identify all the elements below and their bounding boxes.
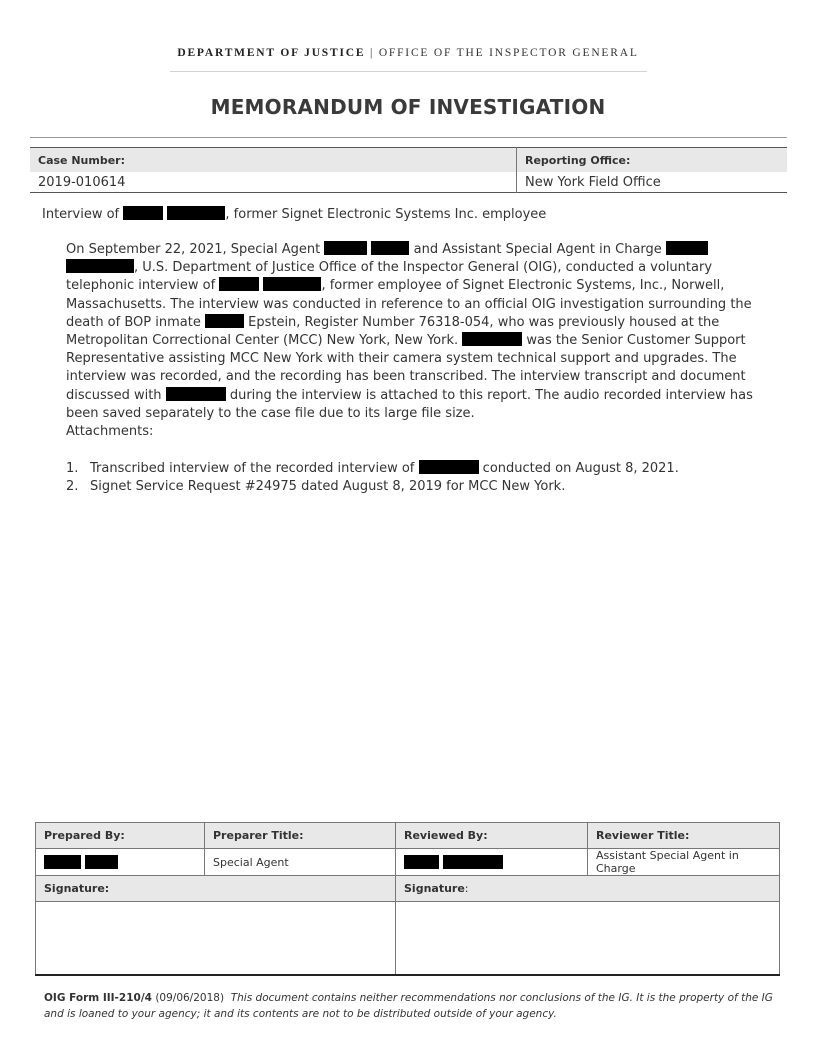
attachment-text: Signet Service Request #24975 dated August 8, 2019 for MCC New York. bbox=[90, 479, 566, 494]
attachments-label: Attachments: bbox=[66, 424, 154, 439]
preparer-signature-label: Signature: bbox=[36, 876, 396, 902]
prepared-by-label: Prepared By: bbox=[36, 823, 205, 849]
letterhead-office: OFFICE OF THE INSPECTOR GENERAL bbox=[378, 47, 639, 59]
redaction bbox=[166, 387, 226, 401]
reporting-office-value: New York Field Office bbox=[517, 172, 788, 193]
form-footer bbox=[44, 991, 779, 1022]
reviewer-name bbox=[396, 849, 588, 876]
reviewer-title: Assistant Special Agent in Charge bbox=[588, 849, 780, 876]
subject-prefix: Interview of bbox=[42, 207, 120, 222]
body-text: was the Senior Customer Support Representative assisting MCC New York with their camera system technical support and upgrades. The interview was recorded, and the recording has been transcribed. The interview transcript and document discussed with bbox=[66, 333, 746, 403]
body-paragraph bbox=[66, 241, 766, 423]
preparer-signature-box bbox=[36, 902, 396, 976]
attachment-number: 2. bbox=[66, 479, 79, 494]
body-text: , former employee of Signet Electronic Systems, Inc., Norwell, Massachusetts. The interview was conducted in reference to an official OIG investigation surrounding the death of BOP inmate bbox=[66, 278, 752, 330]
body-text: during the interview is attached to this report. The audio recorded interview has been saved separately to the case file due to its large file size. bbox=[66, 387, 753, 421]
attachment-item bbox=[66, 460, 679, 478]
redaction bbox=[462, 332, 522, 346]
attachment-item bbox=[66, 478, 679, 496]
reviewer-signature-label-text: Signature bbox=[404, 882, 465, 895]
signature-table bbox=[35, 822, 780, 976]
case-number-value: 2019-010614 bbox=[38, 174, 126, 190]
redaction bbox=[44, 855, 81, 869]
case-number-label: Case Number: bbox=[30, 148, 517, 173]
letterhead-department: DEPARTMENT OF JUSTICE bbox=[177, 47, 366, 59]
attachments-list bbox=[66, 460, 679, 496]
body-text: Epstein, Register Number 76318-054, who was previously housed at the Metropolitan Correctional Center (MCC) New York, New York. bbox=[66, 314, 720, 349]
redaction bbox=[404, 855, 439, 869]
reviewer-title-label: Reviewer Title: bbox=[588, 823, 780, 849]
reviewer-signature-label-colon: : bbox=[464, 882, 469, 895]
redaction bbox=[205, 314, 244, 328]
attachment-number: 1. bbox=[66, 461, 79, 476]
form-disclaimer: This document contains neither recommendations nor conclusions of the IG. It is the property of the IG and is loaned to your agency; it and its contents are not to be distributed outside of your agency. bbox=[44, 992, 773, 1020]
body-text: On September 22, 2021, Special Agent bbox=[66, 242, 321, 257]
subject-suffix: , former Signet Electronic Systems Inc. employee bbox=[225, 207, 547, 222]
subject-line bbox=[42, 206, 546, 222]
redaction bbox=[123, 206, 163, 220]
attachment-text: conducted on August 8, 2021. bbox=[482, 461, 679, 476]
reviewer-signature-label bbox=[396, 876, 780, 902]
redaction bbox=[263, 277, 321, 291]
form-id: OIG Form III-210/4 bbox=[44, 992, 152, 1004]
redaction bbox=[167, 206, 225, 220]
preparer-name bbox=[36, 849, 205, 876]
body-text: and Assistant Special Agent in Charge bbox=[413, 242, 662, 257]
title-divider bbox=[30, 137, 787, 138]
redaction bbox=[419, 460, 479, 474]
redaction bbox=[324, 241, 367, 255]
redaction bbox=[371, 241, 409, 255]
reviewer-signature-box bbox=[396, 902, 780, 976]
letterhead bbox=[0, 47, 816, 59]
redaction bbox=[219, 277, 259, 291]
redaction bbox=[85, 855, 118, 869]
redaction bbox=[443, 855, 503, 869]
form-date: (09/06/2018) bbox=[155, 992, 225, 1004]
letterhead-divider bbox=[170, 71, 647, 72]
reviewed-by-label: Reviewed By: bbox=[396, 823, 588, 849]
attachment-text: Transcribed interview of the recorded interview of bbox=[90, 461, 415, 476]
redaction bbox=[66, 259, 134, 273]
document-title: MEMORANDUM OF INVESTIGATION bbox=[210, 95, 606, 119]
reporting-office-label: Reporting Office: bbox=[517, 148, 788, 173]
memo-body bbox=[66, 241, 766, 423]
redaction bbox=[666, 241, 708, 255]
preparer-title: Special Agent bbox=[205, 849, 396, 876]
preparer-title-label: Preparer Title: bbox=[205, 823, 396, 849]
body-text: , U.S. Department of Justice Office of the Inspector General (OIG), conducted a voluntary telephonic interview of bbox=[66, 260, 713, 294]
case-info-table bbox=[30, 147, 787, 193]
letterhead-separator: | bbox=[370, 47, 375, 59]
